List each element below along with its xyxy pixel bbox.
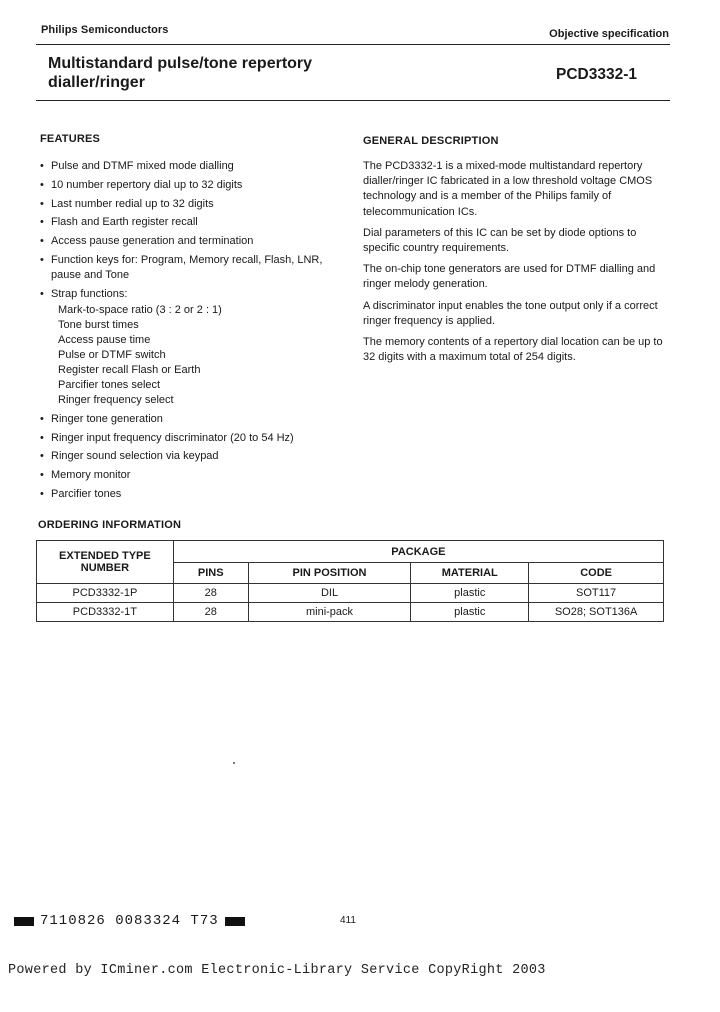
- list-item: • Ringer tone generation: [40, 412, 163, 425]
- list-item: • Pulse and DTMF mixed mode dialling: [40, 160, 234, 172]
- list-item: • Last number redial up to 32 digits: [40, 197, 214, 210]
- part-number: PCD3332-1: [556, 66, 637, 83]
- col-header-pin-position: PIN POSITION: [248, 563, 411, 584]
- barcode-strip: [8, 913, 251, 929]
- cell-pins: 28: [173, 603, 248, 622]
- cell-pin-position: mini-pack: [248, 603, 411, 622]
- sub-item: Access pause time: [58, 333, 151, 346]
- general-description-section: [363, 135, 663, 365]
- speck-mark: [233, 762, 235, 764]
- document-title: [48, 54, 378, 92]
- features-list: [40, 159, 340, 502]
- cell-material: plastic: [411, 603, 529, 622]
- list-item: • Function keys for: Program, Memory recall, Flash, LNR, pause and Tone: [40, 253, 323, 282]
- sub-item: Mark-to-space ratio (3 : 2 or 2 : 1): [58, 303, 222, 316]
- description-paragraph: Dial parameters of this IC can be set by diode options to specific country requirements.: [363, 226, 637, 255]
- cell-material: plastic: [411, 584, 529, 603]
- list-item: • Ringer input frequency discriminator (20 to 54 Hz): [40, 431, 294, 444]
- barcode-text: 7110826 0083324 T73: [40, 913, 219, 929]
- list-item: • Ringer sound selection via keypad: [40, 450, 219, 463]
- spec-type: Objective specification: [549, 28, 669, 40]
- sub-item: Parcifier tones select: [58, 379, 161, 392]
- table-row: [37, 584, 664, 603]
- cell-code: SOT117: [529, 584, 664, 603]
- list-item: • 10 number repertory dial up to 32 digits: [40, 178, 243, 191]
- ordering-heading: ORDERING INFORMATION: [38, 519, 182, 531]
- sub-item: Ringer frequency select: [58, 394, 174, 407]
- col-header-pins: PINS: [173, 563, 248, 584]
- cell-type: PCD3332-1P: [37, 584, 174, 603]
- description-paragraph: The on-chip tone generators are used for DTMF dialling and ringer melody generation.: [363, 263, 656, 291]
- col-header-extended-type: EXTENDED TYPE NUMBER: [37, 541, 174, 584]
- title-line-1: Multistandard pulse/tone repertory: [48, 55, 313, 72]
- col-header-package: PACKAGE: [173, 541, 663, 563]
- page-number: 411: [340, 915, 356, 926]
- col-header-code: CODE: [529, 563, 664, 584]
- col-header-material: MATERIAL: [411, 563, 529, 584]
- footer-copyright: Powered by ICminer.com Electronic-Library Service CopyRight 2003: [8, 963, 546, 978]
- cell-pin-position: DIL: [248, 584, 411, 603]
- list-item: • Parcifier tones: [40, 487, 122, 500]
- company-name: Philips Semiconductors: [41, 24, 169, 36]
- strap-sublist: [51, 303, 340, 409]
- sub-item: Pulse or DTMF switch: [58, 349, 166, 362]
- barcode-block-right: [225, 917, 245, 926]
- general-description-heading: GENERAL DESCRIPTION: [363, 135, 499, 147]
- description-paragraph: The memory contents of a repertory dial location can be up to 32 digits with a maximum total of 254 digits.: [363, 336, 663, 364]
- description-paragraph: The PCD3332-1 is a mixed-mode multistandard repertory dialler/ringer IC fabricated in a low threshold voltage CMOS technology and is a member of the Philips family of telecommunication ICs.: [363, 160, 653, 218]
- list-item: • Strap functions: Mark-to-space ratio (3 : 2 or 2 : 1) Tone burst times Access pause time Pulse or DTMF switch Register recall Flash or Earth Parcifier tones select Ringer frequency select: [40, 287, 340, 408]
- list-item: • Flash and Earth register recall: [40, 216, 198, 229]
- table-row: [37, 603, 664, 622]
- sub-item: Tone burst times: [58, 318, 139, 331]
- ordering-table: [36, 540, 664, 622]
- list-item: • Memory monitor: [40, 469, 131, 482]
- list-item: • Access pause generation and termination: [40, 235, 254, 248]
- description-paragraph: A discriminator input enables the tone output only if a correct ringer frequency is applied.: [363, 299, 658, 327]
- title-line-2: dialler/ringer: [48, 74, 145, 91]
- barcode-block-left: [14, 917, 34, 926]
- header-rule: [36, 44, 670, 45]
- sub-item: Register recall Flash or Earth: [58, 364, 201, 377]
- title-rule: [36, 100, 670, 101]
- cell-code: SO28; SOT136A: [529, 603, 664, 622]
- features-heading: FEATURES: [40, 133, 101, 145]
- cell-type: PCD3332-1T: [37, 603, 174, 622]
- features-section: [40, 133, 340, 506]
- cell-pins: 28: [173, 584, 248, 603]
